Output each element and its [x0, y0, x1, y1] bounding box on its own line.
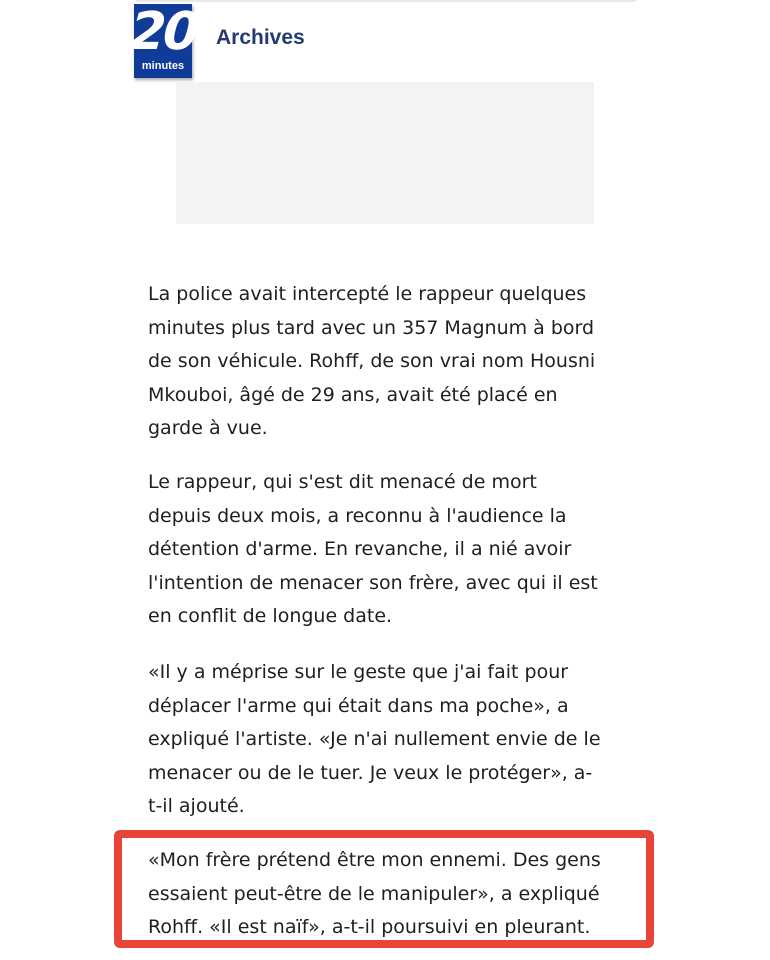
article-paragraph — [148, 656, 648, 824]
logo-word: minutes — [141, 60, 185, 72]
paragraph-text: La police avait intercepté le rappeur quelques minutes plus tard avec un 357 Magnum à bord de son véhicule. Rohff, de son vrai nom Housni Mkouboi, âgé de 29 ans, avait été placé en garde à vue. — [148, 283, 596, 439]
article-paragraph — [148, 466, 648, 634]
paragraph-text: «Il y a méprise sur le geste que j'ai fait pour déplacer l'arme qui était dans ma poche», a expliqué l'artiste. «Je n'ai nullement envie de le menacer ou de le tuer. Je veux le protéger», a- t-il ajouté. — [148, 661, 601, 817]
section-title-archives[interactable]: Archives — [216, 26, 305, 49]
logo-number: 20 — [127, 2, 199, 62]
article-paragraph — [148, 278, 648, 446]
20-minutes-logo[interactable] — [127, 2, 199, 78]
site-header — [127, 2, 305, 80]
paragraph-text: Le rappeur, qui s'est dit menacé de mort depuis deux mois, a reconnu à l'audience la détention d'arme. En revanche, il a nié avoir l'intention de menacer son frère, avec qui il est en conflit de longue date. — [148, 471, 598, 627]
ad-placeholder — [176, 82, 594, 224]
paragraph-text: «Mon frère prétend être mon ennemi. Des gens essaient peut-être de le manipuler», a expliqué Rohff. «Il est naïf», a-t-il poursuivi en pleurant. — [148, 849, 601, 938]
highlight-box — [114, 830, 654, 948]
